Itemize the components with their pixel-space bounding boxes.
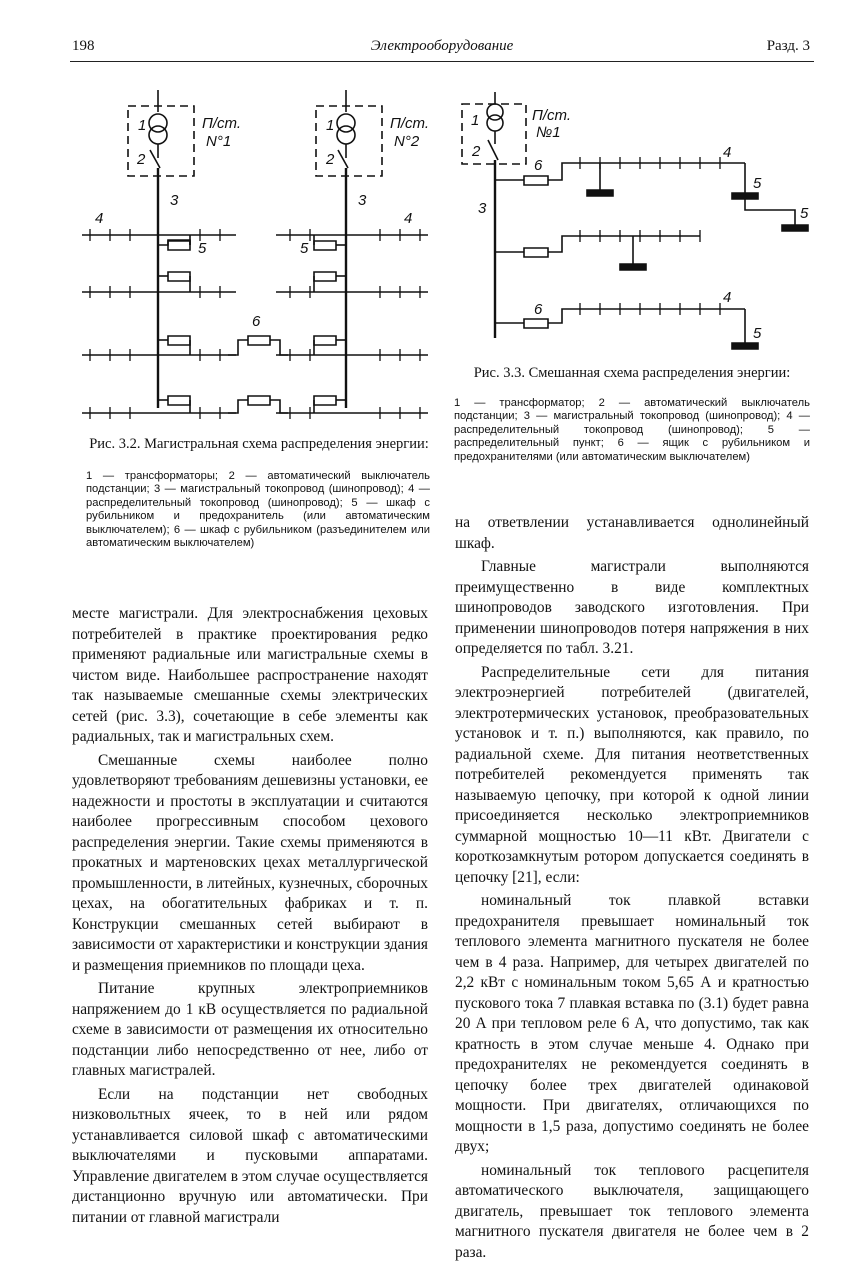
cabinets-left bbox=[158, 235, 190, 413]
figure-3-3-diagram bbox=[455, 88, 815, 360]
paragraph: номинальный ток теплового расцепителя автоматического выключателя, защищающего двигатель, превышает ток теплового элемента магнитного пускателя двигателя не более чем в 2 раза. bbox=[455, 1161, 809, 1261]
fig32-callout-4a: 4 bbox=[95, 210, 104, 227]
box-6-middle bbox=[524, 248, 548, 257]
paragraph: Смешанные схемы наиболее полно удовлетворяют требованиям дешевизны установки, ее надежности и простоты в эксплуатации и считаются наиболее прогрессивным способом цехового распределения энергии. Такие схемы применяются в прокатных и мартеновских цехах металлургической промышленности, в литейных, кузнечных, сборочных цехах, на обогатительных фабриках и т. п. Конструкции смешанных сетей выбирают в зависимости от характеристики и конструкции здания и размещения приемников по площади цеха. bbox=[72, 751, 428, 974]
figure-3-2-legend-text: 1 — трансформаторы; 2 — автоматический выключатель подстанции; 3 — магистральный токопровод (шинопровод); 4 — распределительный токопровод (шинопровод); 5 — шкаф с рубильником и предохранитель (или автоматическим выключателем); 6 — шкаф с рубильником (разъединителем или автоматическим выключателем) bbox=[86, 470, 430, 550]
fig32-callout-3b: 3 bbox=[358, 192, 367, 209]
box-6-bottom bbox=[524, 319, 548, 328]
fig32-callout-4b: 4 bbox=[404, 210, 413, 227]
link-cabinets bbox=[228, 336, 288, 413]
figure-3-3-caption: Рис. 3.3. Смешанная схема распределения энергии: bbox=[473, 365, 791, 381]
fig32-callout-1b: 1 bbox=[326, 117, 335, 134]
substation-2-label-line1: П/ст. bbox=[390, 115, 430, 132]
fig33-callout-1: 1 bbox=[471, 112, 480, 129]
fig32-callout-2a: 2 bbox=[137, 151, 146, 168]
fig32-callout-1a: 1 bbox=[138, 117, 147, 134]
substation-label-line1: П/ст. bbox=[532, 107, 572, 124]
figure-3-2-diagram bbox=[76, 98, 436, 423]
fig33-callout-6b: 6 bbox=[534, 301, 543, 318]
fig33-callout-4b: 4 bbox=[723, 289, 732, 306]
fig33-callout-5b: 5 bbox=[800, 205, 809, 222]
dist-point-5 bbox=[732, 343, 758, 349]
fig33-callout-5a: 5 bbox=[753, 175, 762, 192]
box-6-top bbox=[524, 176, 548, 185]
dist-point-3 bbox=[782, 225, 808, 231]
figure-3-2-caption: Рис. 3.2. Магистральная схема распределения энергии: bbox=[89, 436, 429, 452]
fig32-callout-2b: 2 bbox=[326, 151, 335, 168]
fig33-callout-2: 2 bbox=[472, 143, 481, 160]
substation-2-label-line2: N°2 bbox=[394, 133, 420, 150]
figure-3-3-legend-text: 1 — трансформатор; 2 — автоматический выключатель подстанции; 3 — магистральный токопровод (шинопровод); 4 — распределительный токопровод (шинопровод); 5 — распределительный пункт; 6 — ящик с рубильником и предохранителями (или автоматическим выключателем) bbox=[454, 397, 810, 463]
text-column-right bbox=[455, 513, 809, 1266]
fig33-callout-6a: 6 bbox=[534, 157, 543, 174]
fig32-callout-5b: 5 bbox=[300, 240, 309, 257]
cabinets-right bbox=[314, 235, 346, 413]
breaker-icon bbox=[488, 140, 498, 160]
distribution-busways-right bbox=[276, 235, 428, 413]
page-number: 198 bbox=[72, 38, 95, 54]
paragraph: номинальный ток плавкой вставки предохранителя превышает номинальный ток теплового элемента магнитного пускателя не более чем в 4 раза. Например, для четырех двигателей по 2,2 кВт с номинальным током 5,65 А и кратностью пускового тока 7 плавкая вставка по (3.1) будет равна 20 А при тепловом реле 6 А, что допустимо, так как кратность в этом случае меньше 4. Однако при предохранителях не рекомендуется соединять в цепочку более трех двигателей одинаковой мощности. При двигателях, отличающихся по мощности в 1,5 раза, допустимо соединять не более двух; bbox=[455, 892, 809, 1155]
text-column-left bbox=[72, 604, 428, 1231]
dist-point-1 bbox=[587, 190, 613, 196]
paragraph: Питание крупных электроприемников напряжением до 1 кВ осуществляется по радиальной схеме в зависимости от размещения их относительно подстанции либо непосредственно от нее, либо от главных магистралей. bbox=[72, 980, 428, 1079]
fig33-callout-3: 3 bbox=[478, 200, 487, 217]
fig33-callout-4a: 4 bbox=[723, 144, 732, 161]
fig32-callout-3a: 3 bbox=[170, 192, 179, 209]
substation-label-line2: №1 bbox=[536, 124, 561, 141]
fig32-callout-6: 6 bbox=[252, 313, 261, 330]
fig32-callout-5a: 5 bbox=[198, 240, 207, 257]
running-title: Электрооборудование bbox=[370, 38, 514, 54]
substation-1-label-line1: П/ст. bbox=[202, 115, 242, 132]
paragraph: Если на подстанции нет свободных низковольтных ячеек, то в ней или рядом устанавливается силовой шкаф с автоматическими выключателями и пусковыми аппаратами. Управление двигателем в этом случае осуществляется дистанционно вручную или автоматически. При питании от главной магистрали bbox=[72, 1085, 428, 1226]
paragraph: Распределительные сети для питания электроэнергией потребителей (двигателей, электротермических установок, преобразовательных установок и т. п.) выполняются, как правило, по радиальной схеме. Для питания неответственных потребителей рекомендуется применять так называемую цепочку, при которой к одной линии присоединяется несколько электроприемников суммарной мощностью 10—11 кВт. Двигатели с короткозамкнутым ротором допускается соединять в цепочку [21], если: bbox=[455, 663, 809, 886]
substation-1-label-line2: N°1 bbox=[206, 133, 232, 150]
running-header bbox=[70, 38, 814, 60]
paragraph: на ответвлении устанавливается однолинейный шкаф. bbox=[455, 514, 809, 552]
figure-3-3-legend bbox=[454, 397, 810, 464]
paragraph: Главные магистрали выполняются преимущественно в виде комплектных шинопроводов заводского изготовления. При применении шинопроводов потеря напряжения в них определяется по табл. 3.21. bbox=[455, 558, 809, 657]
dist-point-4 bbox=[620, 264, 646, 270]
section-label: Разд. 3 bbox=[766, 38, 810, 54]
figure-3-2-legend bbox=[86, 470, 430, 550]
dist-point-2 bbox=[732, 193, 758, 199]
fig33-callout-5c: 5 bbox=[753, 325, 762, 342]
header-rule bbox=[70, 61, 814, 62]
paragraph: месте магистрали. Для электроснабжения цеховых потребителей в практике проектирования редко применяют радиальные или магистральные схемы в чистом виде. Наибольшее распространение находят так называемые смешанные схемы электрических сетей (рис. 3.3), сочетающие в себе элементы как радиальных, так и магистральных схем. bbox=[72, 605, 428, 745]
